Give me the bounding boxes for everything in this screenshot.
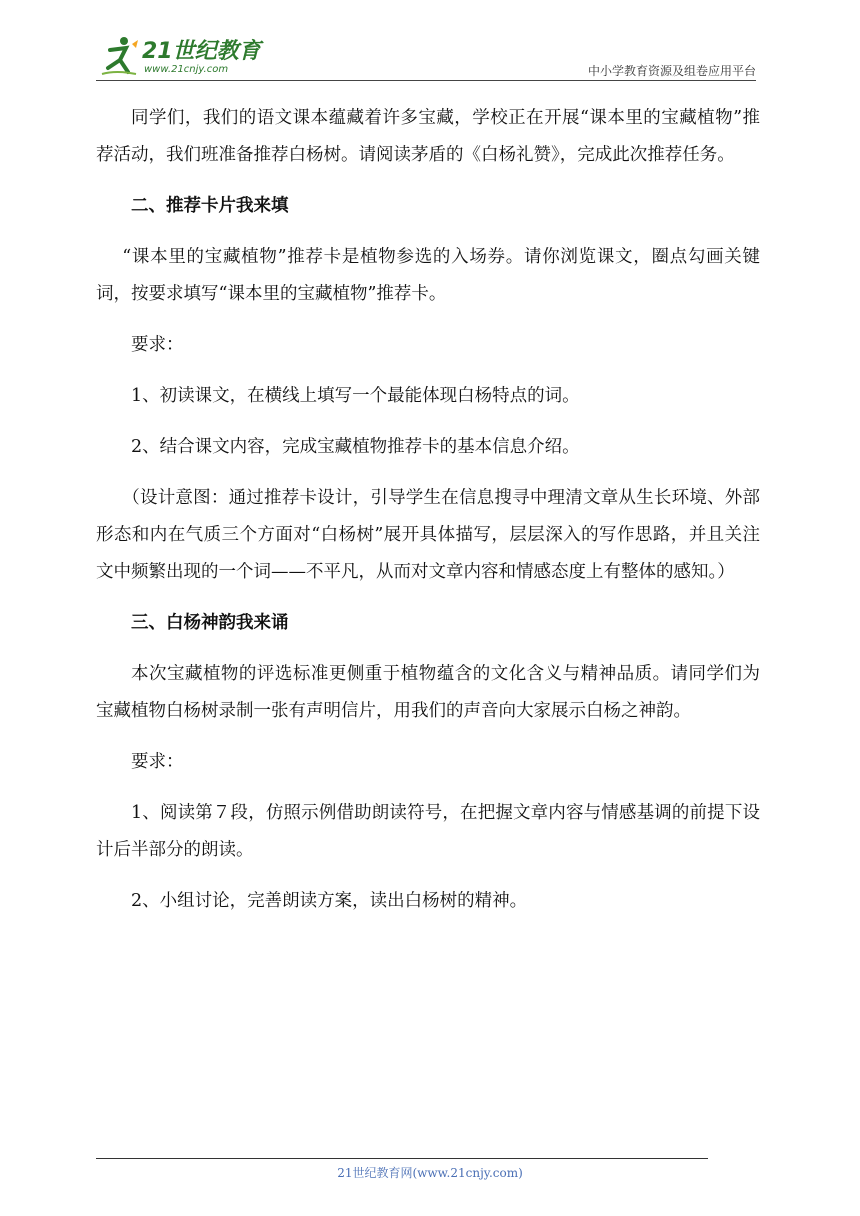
footer-divider bbox=[96, 1158, 708, 1159]
design-intent-paragraph: （设计意图：通过推荐卡设计，引导学生在信息搜寻中理清文章从生长环境、外部形态和内在气质三个方面对“白杨树”展开具体描写，层层深入的写作思路，并且关注文中频繁出现的一个词——不平凡，从而对文章内容和情感态度上有整体的感知。） bbox=[96, 488, 760, 582]
requirement-item: 1、阅读第７段，仿照示例借助朗读符号，在把握文章内容与情感基调的前提下设计后半部分的朗读。 bbox=[96, 803, 760, 860]
requirements-label: 要求： bbox=[131, 335, 184, 355]
section2-paragraph: “课本里的宝藏植物”推荐卡是植物参选的入场券。请你浏览课文，圈点勾画关键词，按要求填写“课本里的宝藏植物”推荐卡。 bbox=[96, 247, 760, 304]
section-heading-3: 三、白杨神韵我来诵 bbox=[131, 613, 289, 633]
logo-text: 21世纪教育 bbox=[142, 39, 261, 64]
requirements-label: 要求： bbox=[131, 752, 184, 772]
runner-logo-icon bbox=[96, 34, 140, 78]
document-body bbox=[96, 100, 760, 920]
requirement-item: 2、结合课文内容，完成宝藏植物推荐卡的基本信息介绍。 bbox=[131, 437, 580, 457]
section3-paragraph: 本次宝藏植物的评选标准更侧重于植物蕴含的文化含义与精神品质。请同学们为宝藏植物白杨树录制一张有声明信片，用我们的声音向大家展示白杨之神韵。 bbox=[96, 664, 760, 721]
section-heading-2: 二、推荐卡片我来填 bbox=[131, 196, 289, 216]
footer-text: 21世纪教育网(www.21cnjy.com) bbox=[337, 1166, 523, 1180]
requirement-item: 2、小组讨论，完善朗读方案，读出白杨树的精神。 bbox=[131, 891, 528, 911]
header-divider bbox=[96, 80, 756, 81]
requirement-item: 1、初读课文，在横线上填写一个最能体现白杨特点的词。 bbox=[131, 386, 580, 406]
logo bbox=[96, 34, 266, 78]
header-platform-text: 中小学教育资源及组卷应用平台 bbox=[587, 64, 756, 78]
logo-url: www.21cnjy.com bbox=[144, 64, 229, 75]
intro-paragraph: 同学们，我们的语文课本蕴藏着许多宝藏，学校正在开展“课本里的宝藏植物”推荐活动，我们班准备推荐白杨树。请阅读茅盾的《白杨礼赞》，完成此次推荐任务。 bbox=[96, 108, 760, 165]
page-header bbox=[96, 28, 756, 80]
